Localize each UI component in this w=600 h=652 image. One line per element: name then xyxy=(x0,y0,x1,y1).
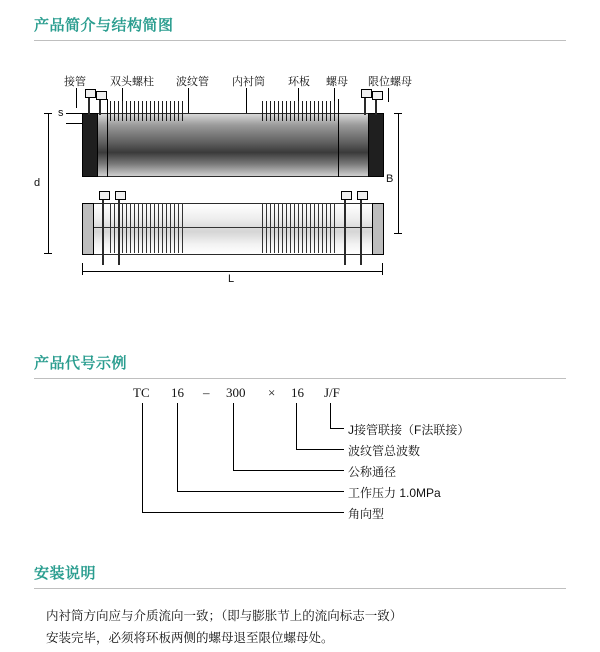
callout-label-7: 限位螺母 xyxy=(368,76,412,88)
install-note-1: 内衬筒方向应与介质流向一致；（即与膨胀节上的流向标志一致） xyxy=(46,609,403,623)
tie-rod-nut-right xyxy=(341,191,352,200)
flange-left-top xyxy=(82,113,98,177)
code-leader-h-4 xyxy=(177,491,344,492)
structure-diagram xyxy=(0,55,600,320)
leader-line-2 xyxy=(122,88,123,101)
tie-rod-left-2 xyxy=(118,195,120,265)
dimension-tick-b-top xyxy=(394,113,402,114)
tie-rod-nut-right-2 xyxy=(357,191,368,200)
dimension-tick-d-bottom xyxy=(44,253,52,254)
dimension-label-l: L xyxy=(228,273,235,285)
dimension-tick-b-bottom xyxy=(394,233,402,234)
ring-plate-right xyxy=(338,99,339,177)
section-title-install: 安装说明 xyxy=(34,565,97,582)
dimension-tick-l-left xyxy=(82,263,83,275)
dimension-tick-d-top xyxy=(44,113,52,114)
tie-rod-nut-left xyxy=(99,191,110,200)
code-desc-3: 公称通径 xyxy=(348,465,397,479)
dimension-label-d: d xyxy=(34,177,41,189)
section-divider-intro xyxy=(34,40,566,41)
code-desc-1: J接管联接（F法联接） xyxy=(348,423,470,437)
tie-rod-right xyxy=(344,195,346,265)
leader-line-7 xyxy=(388,88,389,102)
code-token-3: – xyxy=(203,385,210,400)
nut-top-left-2 xyxy=(96,91,107,100)
dimension-line-b xyxy=(398,113,399,233)
callout-label-5: 环板 xyxy=(288,76,310,88)
tie-rod-nut-left-2 xyxy=(115,191,126,200)
leader-line-3 xyxy=(188,88,189,116)
code-leader-v-5 xyxy=(142,403,143,512)
flange-right-bottom xyxy=(372,203,384,255)
flange-left-bottom xyxy=(82,203,94,255)
dimension-line-s-bottom xyxy=(66,123,82,124)
code-token-1: TC xyxy=(133,385,150,400)
code-leader-v-3 xyxy=(233,403,234,470)
section-divider-install xyxy=(34,588,566,589)
bellows-top-right xyxy=(262,101,336,121)
callout-label-4: 内衬筒 xyxy=(232,76,265,88)
section-title-code: 产品代号示例 xyxy=(34,355,128,372)
callout-label-6: 螺母 xyxy=(326,76,348,88)
section-title-intro: 产品简介与结构简图 xyxy=(34,17,174,34)
flange-right-top xyxy=(368,113,384,177)
bellows-bottom-right xyxy=(262,203,336,253)
dimension-line-d xyxy=(48,113,49,253)
nut-top-left xyxy=(85,89,96,98)
code-leader-h-2 xyxy=(296,449,344,450)
dimension-tick-l-right xyxy=(382,263,383,275)
code-desc-4: 工作压力 1.0MPa xyxy=(348,486,441,500)
code-leader-h-3 xyxy=(233,470,344,471)
code-leader-v-1 xyxy=(330,403,331,428)
code-leader-h-5 xyxy=(142,512,344,513)
code-leader-v-4 xyxy=(177,403,178,491)
code-token-5: × xyxy=(268,385,276,400)
ring-plate-left xyxy=(107,99,108,177)
dimension-label-s: s xyxy=(58,107,64,119)
dimension-label-b: B xyxy=(386,173,394,185)
dimension-line-s-top xyxy=(66,113,82,114)
bellows-bottom-left xyxy=(110,203,184,253)
nut-top-right xyxy=(361,89,372,98)
callout-label-2: 双头螺柱 xyxy=(110,76,154,88)
product-code-diagram xyxy=(0,355,600,540)
leader-line-6 xyxy=(334,88,335,102)
code-desc-2: 波纹管总波数 xyxy=(348,444,421,458)
nut-top-right-2 xyxy=(372,91,383,100)
code-leader-h-1 xyxy=(330,428,344,429)
code-token-6: 16 xyxy=(291,385,304,400)
install-note-2: 安装完毕，必须将环板两侧的螺母退至限位螺母处。 xyxy=(46,631,334,645)
dimension-line-l xyxy=(82,271,382,272)
code-token-7: J/F xyxy=(324,385,340,400)
leader-line-1 xyxy=(76,88,77,108)
code-token-2: 16 xyxy=(171,385,184,400)
callout-label-1: 接管 xyxy=(64,76,86,88)
centerline-bottom xyxy=(82,227,382,228)
code-token-4: 300 xyxy=(226,385,246,400)
callout-label-3: 波纹管 xyxy=(176,76,209,88)
tie-rod-left xyxy=(102,195,104,265)
bellows-top-left xyxy=(110,101,184,121)
tie-rod-right-2 xyxy=(360,195,362,265)
code-leader-v-2 xyxy=(296,403,297,449)
code-desc-5: 角向型 xyxy=(348,507,385,521)
